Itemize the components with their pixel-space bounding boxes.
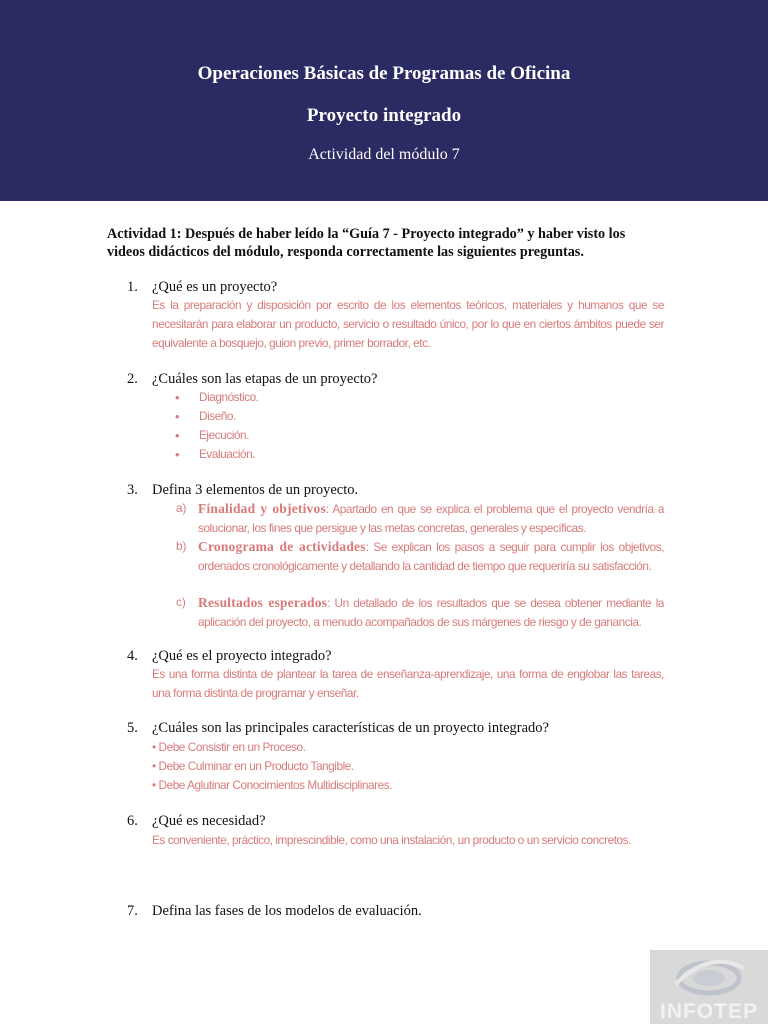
definition-term: Cronograma de actividades <box>198 539 366 554</box>
question-number: 4. <box>127 648 138 664</box>
question-text: Defina las fases de los modelos de evaluación. <box>152 903 422 919</box>
definition-term: Finalidad y objetivos <box>198 501 326 516</box>
document-subtitle: Proyecto integrado <box>306 105 462 126</box>
list-item: • Debe Culminar en un Producto Tangible. <box>152 759 354 773</box>
question-number: 1. <box>127 279 138 295</box>
definition-b: b) Cronograma de actividades: Se explican los pasos a seguir para cumplir los objetivos, ordenados cronológicamente y detallando la cantidad de tiempo que requeriría su satisfacción. <box>176 539 665 573</box>
definition-term: Resultados esperados <box>198 595 328 610</box>
question-number: 6. <box>127 813 138 829</box>
question-text: ¿Cuáles son las principales características de un proyecto integrado? <box>152 720 549 736</box>
question-number: 3. <box>127 482 138 498</box>
bullet-icon: • <box>175 447 180 462</box>
activity-label: Actividad del módulo 7 <box>308 146 460 163</box>
bullet-icon: • <box>152 740 159 754</box>
document-header <box>0 0 768 201</box>
answer-4: Es una forma distinta de plantear la tarea de enseñanza-aprendizaje, una forma de englobar las tareas, una forma distinta de programar y enseñar. <box>152 667 664 700</box>
definition-a: a) Finalidad y objetivos: Apartado en que se explica el problema que el proyecto vendría a solucionar, los fines que persigue y las metas concretas, generales y específicas. <box>176 501 664 535</box>
bullet-icon: • <box>175 390 180 405</box>
document-body <box>107 225 662 261</box>
list-item: • Debe Consistir en un Proceso. <box>152 740 306 754</box>
answer-1: Es la preparación y disposición por escrito de los elementos teóricos, materiales y humanos que se necesitarán para elaborar un producto, servicio o resultado único, por lo que en ciertos ámbitos puede ser equivalente a bosquejo, guion previo, primer borrador, etc. <box>152 298 664 350</box>
question-text: ¿Qué es el proyecto integrado? <box>152 648 332 664</box>
question-text: ¿Qué es un proyecto? <box>152 279 278 295</box>
bullet-icon: • <box>175 409 180 424</box>
answer-6: Es conveniente, práctico, imprescindible, como una instalación, un producto o un servicio concretos. <box>152 833 631 847</box>
question-text: ¿Cuáles son las etapas de un proyecto? <box>152 371 378 387</box>
question-number: 5. <box>127 720 138 736</box>
infotep-logo-icon <box>670 954 748 1000</box>
bullet-icon: • <box>152 759 159 773</box>
definition-c: c) Resultados esperados: Un detallado de los resultados que se desea obtener mediante la aplicación del proyecto, a menudo acompañados de sus márgenes de riesgo y de ganancia. <box>176 595 665 629</box>
question-text: Defina 3 elementos de un proyecto. <box>152 482 359 498</box>
bullet-icon: • <box>175 428 180 443</box>
question-number: 7. <box>127 903 138 919</box>
logo-text: INFOTEP <box>659 1000 758 1023</box>
question-number: 2. <box>127 371 138 387</box>
list-item: • Debe Aglutinar Conocimientos Multidisciplinares. <box>152 778 392 792</box>
document-title: Operaciones Básicas de Programas de Oficina <box>197 63 571 84</box>
infotep-logo <box>650 950 768 1024</box>
activity-instructions: Actividad 1: Después de haber leído la “Guía 7 - Proyecto integrado” y haber visto los videos didácticos del módulo, responda correctamente las siguientes preguntas. <box>107 226 626 260</box>
question-text: ¿Qué es necesidad? <box>152 813 266 829</box>
bullet-icon: • <box>152 778 159 792</box>
